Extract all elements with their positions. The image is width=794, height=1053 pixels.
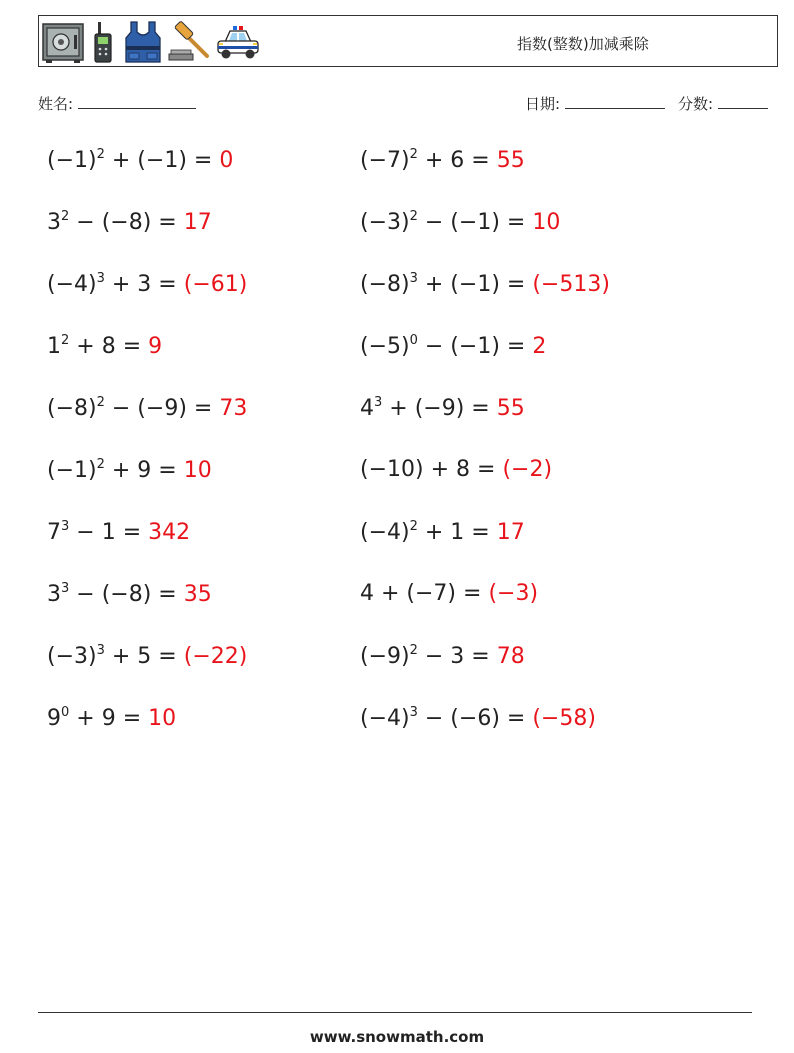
exponent: 0 [409,333,418,348]
exponent: 3 [61,581,70,596]
exponent: 3 [374,395,383,410]
problem-item [47,519,190,545]
footer-url: www.snowmath.com [309,1028,485,1046]
problem-item [360,581,538,606]
answer-text: (−2) [502,457,553,482]
expression-text: + (−1) = [417,272,533,297]
exponent: 2 [96,395,105,410]
answer-text: 9 [148,334,163,359]
expression-text: (−4) [47,272,97,297]
date-blank-line[interactable] [565,94,665,109]
name-blank-line[interactable] [78,94,196,109]
expression-text: + 9 = [104,458,184,483]
police-car-icon [215,20,261,64]
expression-text: (−5) [360,334,410,359]
worksheet-title: 指数(整数)加减乘除 [517,35,649,53]
answer-text: 10 [148,706,177,731]
footer-divider [38,1012,752,1013]
exponent: 2 [61,333,70,348]
problem-item [47,581,212,607]
expression-text: + 5 = [104,644,184,669]
expression-text: (−7) [360,148,410,173]
expression-text: − 3 = [417,644,497,669]
answer-text: 2 [532,334,547,359]
date-label: 日期: [525,95,561,113]
answer-text: (−513) [532,272,610,297]
answer-text: 73 [219,396,248,421]
worksheet-header [38,15,778,67]
problem-item [360,209,560,235]
expression-text: 7 [47,520,61,545]
expression-text: (−3) [360,210,410,235]
answer-text: 17 [496,520,525,545]
problem-item [360,705,596,731]
expression-text: − 1 = [69,520,149,545]
expression-text: (−9) [360,644,410,669]
expression-text: (−1) [47,458,97,483]
gavel-icon [167,20,211,64]
expression-text: − (−1) = [417,210,533,235]
score-blank-line[interactable] [718,94,768,109]
exponent: 3 [409,705,418,720]
date-field [525,93,665,114]
header-icons [41,19,261,65]
exponent: 2 [409,643,418,658]
expression-text: + 1 = [417,520,497,545]
exponent: 2 [96,457,105,472]
expression-text: + 3 = [104,272,184,297]
expression-text: − (−9) = [104,396,220,421]
expression-text: 9 [47,706,61,731]
expression-text: (−8) [47,396,97,421]
problem-item [360,643,525,669]
expression-text: (−3) [47,644,97,669]
answer-text: 342 [148,520,191,545]
problem-item [360,395,525,421]
answer-text: 10 [183,458,212,483]
expression-text: 3 [47,210,61,235]
expression-text: 4 [360,396,374,421]
problem-item [47,643,247,669]
expression-text: (−1) [47,148,97,173]
problem-item [47,209,212,235]
answer-text: 0 [219,148,234,173]
problem-item [47,147,233,173]
exponent: 2 [409,209,418,224]
problem-item [47,333,162,359]
walkie-talkie-icon [89,20,119,64]
expression-text: 1 [47,334,61,359]
problem-item [360,457,552,482]
exponent: 2 [409,147,418,162]
expression-text: − (−6) = [417,706,533,731]
expression-text: (−10) + 8 = [360,457,503,482]
expression-text: − (−8) = [69,582,184,607]
expression-text: + 9 = [69,706,149,731]
answer-text: (−61) [183,272,248,297]
answer-text: 55 [496,148,525,173]
expression-text: 4 + (−7) = [360,581,489,606]
problem-item [47,705,176,731]
exponent: 3 [61,519,70,534]
safe-icon [41,20,85,64]
name-field [38,93,196,114]
answer-text: 17 [183,210,212,235]
answer-text: 55 [496,396,525,421]
exponent: 2 [409,519,418,534]
expression-text: (−4) [360,520,410,545]
name-label: 姓名: [38,95,74,113]
exponent: 3 [96,643,105,658]
expression-text: (−8) [360,272,410,297]
problem-item [360,271,610,297]
expression-text: − (−1) = [417,334,533,359]
problem-item [360,519,525,545]
problem-item [360,147,525,173]
expression-text: + (−1) = [104,148,220,173]
expression-text: + (−9) = [382,396,497,421]
problem-item [47,395,247,421]
answer-text: 35 [183,582,212,607]
expression-text: (−4) [360,706,410,731]
expression-text: + 8 = [69,334,149,359]
answer-text: 10 [532,210,561,235]
problem-item [47,271,247,297]
score-field [678,93,768,114]
exponent: 2 [61,209,70,224]
answer-text: (−22) [183,644,248,669]
expression-text: 3 [47,582,61,607]
answer-text: (−3) [488,581,539,606]
answer-text: (−58) [532,706,596,731]
score-label: 分数: [678,95,714,113]
expression-text: + 6 = [417,148,497,173]
problem-item [47,457,212,483]
answer-text: 78 [496,644,525,669]
exponent: 3 [409,271,418,286]
expression-text: − (−8) = [69,210,184,235]
bulletproof-vest-icon [123,20,163,64]
exponent: 3 [96,271,105,286]
exponent: 2 [96,147,105,162]
exponent: 0 [61,705,70,720]
problem-item [360,333,546,359]
